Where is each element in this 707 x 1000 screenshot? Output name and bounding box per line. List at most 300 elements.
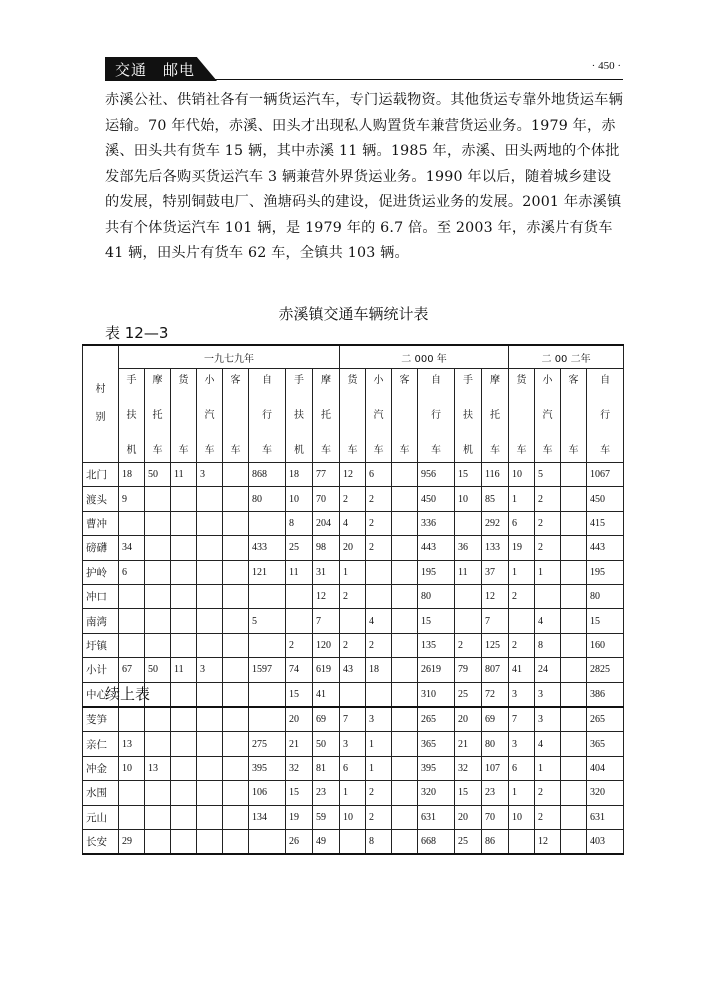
table-cell: 403 [587,829,624,854]
table-cell: 3 [197,463,223,487]
table-cell: 404 [587,756,624,780]
table-cell: 13 [145,756,171,780]
table-cell [223,781,249,805]
vehicle-type-header [223,369,249,463]
vehicle-type-label: 自 行 车 [262,374,272,456]
table-row [83,560,624,584]
village-name: 水围 [83,781,119,805]
table-cell: 386 [587,682,624,707]
table-cell [197,633,223,657]
vehicle-type-header [392,369,418,463]
table-cell: 70 [313,487,340,511]
table-cell [366,682,392,707]
continued-label: 续上表 [105,685,151,703]
table-cell: 49 [313,829,340,854]
table-cell: 2 [366,536,392,560]
table-row [83,732,624,756]
table-cell [171,536,197,560]
vehicle-type-label: 手 扶 机 [294,374,304,456]
table-cell: 9 [119,487,145,511]
table-cell [366,560,392,584]
table-cell: 7 [313,609,340,633]
table-cell [392,584,418,608]
table-cell: 116 [482,463,509,487]
table-cell: 26 [286,829,313,854]
table-cell: 106 [249,781,286,805]
vehicle-type-header [482,369,509,463]
table-cell: 2 [366,511,392,535]
table-cell: 2 [340,584,366,608]
table-cell: 21 [455,732,482,756]
table-cell: 450 [418,487,455,511]
table-cell: 3 [535,707,561,732]
table-cell [561,682,587,707]
table-cell: 1 [509,487,535,511]
table-cell: 11 [455,560,482,584]
table-cell: 1597 [249,658,286,682]
table-cell: 365 [418,732,455,756]
village-name: 元山 [83,805,119,829]
table-row [83,633,624,657]
table-cell: 3 [340,732,366,756]
village-name: 北门 [83,463,119,487]
table-cell: 10 [509,463,535,487]
vehicle-type-label: 手 扶 机 [126,374,137,456]
table-cell: 70 [482,805,509,829]
table-cell: 6 [366,463,392,487]
table-cell [561,463,587,487]
table-cell: 395 [249,756,286,780]
table-cell [561,707,587,732]
table-cell: 23 [482,781,509,805]
table-cell: 86 [482,829,509,854]
table-cell: 1 [509,781,535,805]
table-cell [509,609,535,633]
table-cell [561,805,587,829]
table-cell [119,805,145,829]
table-cell [223,487,249,511]
table-cell: 6 [509,756,535,780]
vehicle-stats-table-continued [82,706,624,855]
vehicle-type-row [83,369,624,463]
vehicle-type-header [587,369,624,463]
table-cell: 265 [587,707,624,732]
table-cell: 25 [455,829,482,854]
table-cell [223,560,249,584]
village-name: 冲口 [83,584,119,608]
table-cell [223,732,249,756]
table-cell [561,658,587,682]
table-row [83,805,624,829]
table-cell: 11 [171,463,197,487]
village-column-header [83,345,119,463]
table-cell [197,781,223,805]
vehicle-type-label: 自 行 车 [431,374,441,456]
table-cell [455,609,482,633]
table-cell [392,781,418,805]
vehicle-type-label: 摩 托 车 [321,374,331,456]
table-cell [171,560,197,584]
table-cell: 1067 [587,463,624,487]
table-cell [535,584,561,608]
table-cell: 4 [535,609,561,633]
table-row [83,536,624,560]
table-cell: 275 [249,732,286,756]
table-cell: 36 [455,536,482,560]
village-header-label: 村 别 [95,384,106,423]
vehicle-type-label: 客 车 [399,374,410,456]
table-cell: 2619 [418,658,455,682]
table-cell: 2 [366,805,392,829]
table-cell: 10 [119,756,145,780]
vehicle-type-label: 小 汽 车 [204,374,215,456]
table-cell: 415 [587,511,624,535]
vehicle-type-header [535,369,561,463]
table-cell [171,707,197,732]
table-cell: 10 [340,805,366,829]
vehicle-type-label: 小 汽 车 [373,374,384,456]
table-cell [392,463,418,487]
table-cell: 195 [418,560,455,584]
table-cell: 2 [340,487,366,511]
table-cell: 868 [249,463,286,487]
vehicle-type-header [119,369,145,463]
table-cell [286,609,313,633]
table-cell [197,682,223,707]
table-cell [392,536,418,560]
table-row [83,829,624,854]
table-cell: 4 [366,609,392,633]
table-cell [223,707,249,732]
table-cell [340,682,366,707]
table-cell: 3 [197,658,223,682]
table-cell [392,732,418,756]
table-cell [392,756,418,780]
table-cell: 10 [455,487,482,511]
table-cell [145,732,171,756]
vehicle-type-header [286,369,313,463]
table-cell: 8 [535,633,561,657]
table-cell [561,536,587,560]
vehicle-type-header [171,369,197,463]
vehicle-type-header [561,369,587,463]
table-cell: 2 [535,805,561,829]
table-cell: 2 [535,511,561,535]
table-cell [223,633,249,657]
table-cell: 50 [145,463,171,487]
table-cell: 12 [482,584,509,608]
table-cell [119,781,145,805]
table-cell [119,511,145,535]
table-row [83,756,624,780]
table-row [83,609,624,633]
table-cell [561,633,587,657]
table-cell: 5 [249,609,286,633]
table-cell [392,511,418,535]
table-cell [145,536,171,560]
table-cell [171,511,197,535]
table-cell: 12 [535,829,561,854]
table-cell: 7 [482,609,509,633]
table-cell: 20 [455,805,482,829]
table-label: 表 12—3 [105,324,169,342]
vehicle-type-label: 自 行 车 [600,374,611,456]
vehicle-type-label: 客 车 [568,374,579,456]
table-cell: 59 [313,805,340,829]
table-cell [392,560,418,584]
table-cell [249,511,286,535]
vehicle-type-label: 客 车 [230,374,241,456]
table-cell: 2825 [587,658,624,682]
table-cell [197,732,223,756]
table-cell: 74 [286,658,313,682]
table-cell [197,707,223,732]
table-cell [340,829,366,854]
table-cell: 43 [340,658,366,682]
page-header [105,57,623,81]
table-cell: 32 [286,756,313,780]
table-cell [223,805,249,829]
table-cell: 4 [340,511,366,535]
vehicle-type-header [418,369,455,463]
table-cell [145,511,171,535]
table-cell [561,829,587,854]
table-cell [455,584,482,608]
table-cell: 135 [418,633,455,657]
table-cell [145,829,171,854]
table-cell [171,756,197,780]
table-cell: 15 [286,781,313,805]
vehicle-type-header [249,369,286,463]
vehicle-type-header [197,369,223,463]
vehicle-type-label: 货 车 [347,374,358,456]
table-cell: 204 [313,511,340,535]
table-row [83,682,624,707]
vehicle-type-header [313,369,340,463]
table-cell [223,609,249,633]
table-cell [223,511,249,535]
table-cell: 2 [455,633,482,657]
table-cell [249,633,286,657]
table-cell: 11 [171,658,197,682]
table-cell: 265 [418,707,455,732]
table-cell: 21 [286,732,313,756]
village-name: 小计 [83,658,119,682]
table-cell: 77 [313,463,340,487]
village-name: 磅礴 [83,536,119,560]
table-cell: 81 [313,756,340,780]
vehicle-type-label: 货 车 [516,374,527,456]
table-cell [171,682,197,707]
table-cell: 134 [249,805,286,829]
table-row [83,658,624,682]
table-cell: 18 [286,463,313,487]
table-cell: 195 [587,560,624,584]
table-cell: 2 [509,633,535,657]
table-cell [171,732,197,756]
table-cell: 80 [482,732,509,756]
year-group-row [83,345,624,369]
table-cell: 79 [455,658,482,682]
table-cell [197,487,223,511]
page-number: · 450 · [591,60,621,72]
village-name: 曹冲 [83,511,119,535]
table-cell [145,487,171,511]
table-cell: 19 [286,805,313,829]
table-cell [392,682,418,707]
table-cell [340,609,366,633]
table-cell [171,829,197,854]
table-cell: 1 [366,756,392,780]
header-rule [205,79,623,80]
table-cell: 41 [313,682,340,707]
table-cell: 8 [366,829,392,854]
vehicle-type-label: 小 汽 车 [542,374,553,456]
table-cell: 20 [455,707,482,732]
table-cell [561,781,587,805]
table-cell: 2 [535,487,561,511]
table-cell: 3 [535,682,561,707]
table-cell: 12 [340,463,366,487]
table-cell: 320 [418,781,455,805]
table-cell: 1 [340,560,366,584]
table-cell: 20 [340,536,366,560]
table-cell: 4 [535,732,561,756]
vehicle-stats-table [82,344,624,708]
table-cell: 631 [418,805,455,829]
table-cell [561,560,587,584]
table-cell [197,584,223,608]
table-cell [249,707,286,732]
table-cell: 3 [509,732,535,756]
table-cell [286,584,313,608]
vehicle-type-header [340,369,366,463]
vehicle-type-header [366,369,392,463]
table-cell: 1 [366,732,392,756]
table-cell: 631 [587,805,624,829]
table-cell: 13 [119,732,145,756]
table-cell [249,682,286,707]
table-row [83,584,624,608]
table-cell: 34 [119,536,145,560]
table-row [83,511,624,535]
table-cell: 41 [509,658,535,682]
table-cell: 19 [509,536,535,560]
table-cell: 2 [366,781,392,805]
table-cell [392,658,418,682]
table-cell [119,633,145,657]
table-cell: 3 [366,707,392,732]
table-cell [145,560,171,584]
table-cell [197,560,223,584]
table-cell [119,707,145,732]
vehicle-type-header [455,369,482,463]
table-cell: 15 [455,463,482,487]
table-cell [145,609,171,633]
table-cell: 25 [455,682,482,707]
table-cell [197,536,223,560]
table-cell: 6 [119,560,145,584]
table-cell: 12 [313,584,340,608]
table-cell: 668 [418,829,455,854]
vehicle-type-label: 摩 托 车 [152,374,163,456]
table-cell [197,609,223,633]
table-cell [171,584,197,608]
table-cell: 443 [418,536,455,560]
table-cell: 32 [455,756,482,780]
year-group-header: 一九七九年 [119,345,340,369]
table-cell [249,829,286,854]
table-cell [392,609,418,633]
village-name: 渡头 [83,487,119,511]
table-cell: 15 [587,609,624,633]
table-cell [145,781,171,805]
table-cell: 10 [509,805,535,829]
table-cell [197,756,223,780]
table-cell: 67 [119,658,145,682]
table-cell: 25 [286,536,313,560]
table-cell: 433 [249,536,286,560]
table-cell: 2 [286,633,313,657]
table-cell: 31 [313,560,340,584]
table-cell: 2 [366,487,392,511]
table-cell: 24 [535,658,561,682]
table-cell [145,805,171,829]
table-row [83,781,624,805]
vehicle-type-header [509,369,535,463]
table-cell: 3 [509,682,535,707]
table-cell [509,829,535,854]
table-cell [561,756,587,780]
table-cell [561,609,587,633]
year-group-header: 二 00 二年 [509,345,624,369]
table-cell: 1 [535,756,561,780]
table-cell: 107 [482,756,509,780]
table-cell: 133 [482,536,509,560]
vehicle-type-label: 摩 托 车 [490,374,501,456]
table-cell: 320 [587,781,624,805]
table-cell: 20 [286,707,313,732]
table-cell: 8 [286,511,313,535]
table-cell: 72 [482,682,509,707]
table-cell [366,584,392,608]
table-cell [197,805,223,829]
village-name: 长安 [83,829,119,854]
table-cell [561,732,587,756]
table-cell: 50 [313,732,340,756]
table-cell [561,487,587,511]
village-name: 中心 [83,682,119,707]
village-name: 南湾 [83,609,119,633]
table-cell: 2 [535,781,561,805]
table-cell [392,487,418,511]
table-cell [197,511,223,535]
village-name: 芰笋 [83,707,119,732]
table-cell [171,609,197,633]
table-cell: 6 [509,511,535,535]
table-cell: 37 [482,560,509,584]
table-cell [119,609,145,633]
body-paragraph: 赤溪公社、供销社各有一辆货运汽车，专门运载物资。其他货运专靠外地货运车辆运输。70 年代始，赤溪、田头才出现私人购置货车兼营货运业务。1979 年，赤溪、田头共有货车 15 辆，其中赤溪 11 辆。1985 年，赤溪、田头两地的个体批发部先后各购买货运汽车 3 辆兼营外界货运业务。1990 年以后，随着城乡建设的发展，特别铜鼓电厂、渔塘码头的建设，促进货运业务的发展。2001 年赤溪镇共有个体货运汽车 101 辆，是 1979 年的 6.7 倍。至 2003 年，赤溪片有货车 41 辆，田头片有货车 62 车，全镇共 103 辆。 [105,92,623,261]
table-cell [223,584,249,608]
village-name: 圩镇 [83,633,119,657]
table-cell: 1 [340,781,366,805]
table-title: 赤溪镇交通车辆统计表 [278,305,429,323]
table-cell: 80 [587,584,624,608]
table-cell [223,756,249,780]
table-cell: 160 [587,633,624,657]
table-cell: 98 [313,536,340,560]
